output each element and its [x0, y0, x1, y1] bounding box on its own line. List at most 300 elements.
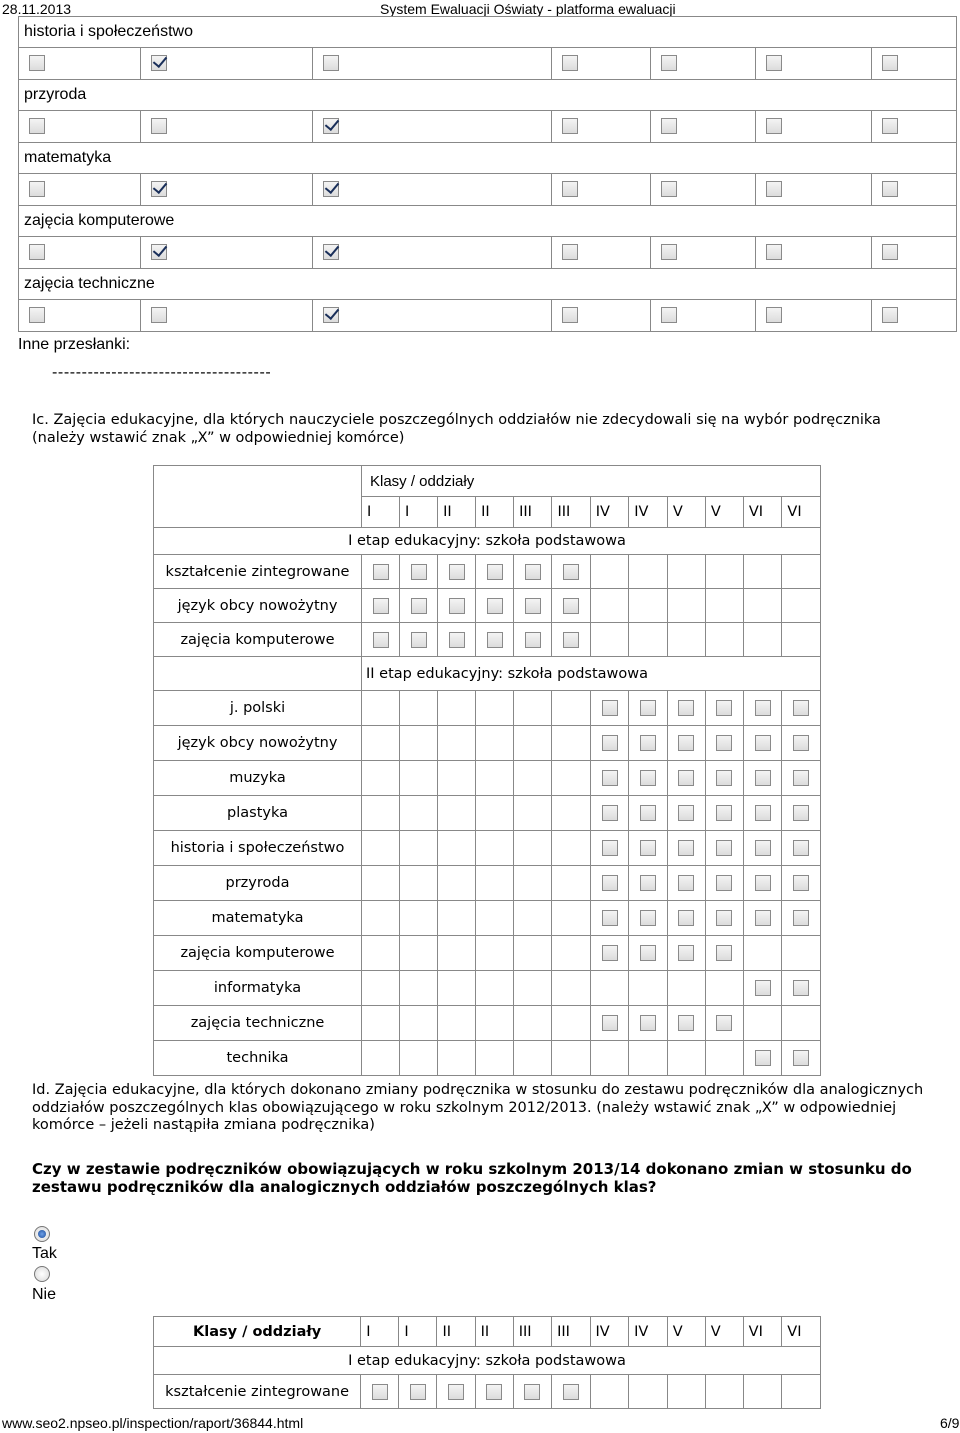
class-cell	[629, 1041, 668, 1076]
class-cell	[400, 589, 438, 623]
class-column-header: II	[437, 1317, 475, 1347]
class-cell	[514, 901, 552, 936]
class-checkbox[interactable]	[640, 735, 656, 751]
subject-checkbox[interactable]	[661, 55, 677, 71]
subject-checkbox[interactable]	[151, 55, 167, 71]
class-cell	[400, 623, 438, 657]
class-cell	[476, 971, 514, 1006]
class-cell	[705, 796, 743, 831]
class-cell	[667, 623, 705, 657]
class-checkbox[interactable]	[716, 875, 732, 891]
class-checkbox[interactable]	[448, 1384, 464, 1400]
class-cell	[438, 866, 476, 901]
other-premises-dashes: -------------------------------------	[52, 364, 272, 381]
class-cell	[476, 726, 514, 761]
checkbox-cell	[312, 237, 551, 269]
subject-checkbox[interactable]	[151, 244, 167, 260]
class-column-header: V	[667, 1317, 705, 1347]
subject-checkbox[interactable]	[151, 181, 167, 197]
class-checkbox[interactable]	[602, 1015, 618, 1031]
class-checkbox[interactable]	[640, 840, 656, 856]
class-column-header: I	[362, 497, 400, 528]
class-checkbox[interactable]	[678, 910, 694, 926]
class-checkbox[interactable]	[793, 1050, 809, 1066]
table-id	[153, 1316, 821, 1409]
class-column-header: III	[513, 1317, 551, 1347]
subject-label: zajęcia komputerowe	[19, 206, 957, 237]
class-cell	[514, 866, 552, 901]
subject-checkbox[interactable]	[661, 118, 677, 134]
class-checkbox[interactable]	[602, 840, 618, 856]
class-checkbox[interactable]	[640, 945, 656, 961]
class-cell	[514, 831, 552, 866]
class-checkbox[interactable]	[678, 805, 694, 821]
subject-label: matematyka	[19, 143, 957, 174]
stage2-subject-row	[154, 901, 821, 936]
subject-checkbox[interactable]	[29, 307, 45, 323]
subject-label: zajęcia techniczne	[154, 1006, 362, 1041]
class-cell	[629, 555, 668, 589]
class-cell	[400, 691, 438, 726]
class-cell	[400, 901, 438, 936]
klasy-label: Klasy / oddziały	[154, 1317, 361, 1347]
class-cell	[514, 726, 552, 761]
class-column-header: VI	[782, 497, 821, 528]
class-cell	[362, 796, 400, 831]
class-checkbox[interactable]	[640, 700, 656, 716]
class-checkbox[interactable]	[716, 945, 732, 961]
class-column-header: I	[399, 1317, 437, 1347]
class-checkbox[interactable]	[755, 805, 771, 821]
class-checkbox[interactable]	[410, 1384, 426, 1400]
class-column-header: II	[438, 497, 476, 528]
class-checkbox[interactable]	[602, 735, 618, 751]
radio-nie-label: Nie	[32, 1286, 57, 1303]
subject-checkbox[interactable]	[766, 181, 782, 197]
subject-label: zajęcia komputerowe	[154, 936, 362, 971]
checkbox-cell	[141, 48, 313, 80]
class-checkbox[interactable]	[372, 1384, 388, 1400]
subject-label: plastyka	[154, 796, 362, 831]
class-checkbox[interactable]	[755, 1050, 771, 1066]
checkbox-cell	[551, 48, 650, 80]
class-cell	[438, 796, 476, 831]
class-column-header: I	[400, 497, 438, 528]
subject-row	[19, 206, 957, 237]
class-cell	[629, 796, 668, 831]
class-cell	[743, 691, 782, 726]
class-cell	[438, 971, 476, 1006]
class-checkbox[interactable]	[793, 980, 809, 996]
class-cell	[743, 726, 782, 761]
class-column-header: III	[552, 497, 590, 528]
class-checkbox[interactable]	[487, 564, 503, 580]
stage2-subject-row	[154, 971, 821, 1006]
class-checkbox[interactable]	[716, 910, 732, 926]
subject-checkbox[interactable]	[766, 244, 782, 260]
checkbox-cell	[551, 111, 650, 143]
class-checkbox[interactable]	[525, 564, 541, 580]
class-cell	[705, 936, 743, 971]
class-cell	[667, 796, 705, 831]
class-cell	[513, 1375, 551, 1409]
subject-checkbox[interactable]	[766, 55, 782, 71]
class-checkbox[interactable]	[793, 805, 809, 821]
stage1-subject-row	[154, 555, 821, 589]
subject-label: zajęcia techniczne	[19, 269, 957, 300]
class-checkbox[interactable]	[486, 1384, 502, 1400]
checkbox-cell	[650, 174, 756, 206]
subject-checkbox[interactable]	[323, 55, 339, 71]
class-cell	[400, 831, 438, 866]
class-checkbox[interactable]	[563, 632, 579, 648]
class-checkbox[interactable]	[411, 598, 427, 614]
class-cell	[629, 761, 668, 796]
class-cell	[743, 1375, 782, 1409]
class-checkbox[interactable]	[563, 598, 579, 614]
class-cell	[743, 866, 782, 901]
subject-label: kształcenie zintegrowane	[154, 1375, 361, 1409]
class-checkbox[interactable]	[525, 598, 541, 614]
class-cell	[514, 796, 552, 831]
class-cell	[743, 1006, 782, 1041]
class-checkbox[interactable]	[602, 910, 618, 926]
page-header-title: System Ewaluacji Oświaty - platforma ewaluacji	[380, 1, 676, 17]
subject-label: muzyka	[154, 761, 362, 796]
empty-cell	[154, 657, 362, 691]
class-checkbox[interactable]	[640, 805, 656, 821]
subject-checkbox[interactable]	[882, 307, 898, 323]
subject-checkbox[interactable]	[882, 181, 898, 197]
class-cell	[782, 831, 821, 866]
class-checkbox[interactable]	[793, 770, 809, 786]
class-checkbox[interactable]	[525, 632, 541, 648]
class-column-header: II	[476, 497, 514, 528]
checkbox-cell	[141, 174, 313, 206]
class-cell	[514, 623, 552, 657]
class-checkbox[interactable]	[716, 1015, 732, 1031]
class-column-header: I	[361, 1317, 399, 1347]
class-checkbox[interactable]	[716, 735, 732, 751]
class-cell	[590, 1041, 629, 1076]
class-checkbox[interactable]	[793, 875, 809, 891]
class-checkbox[interactable]	[640, 875, 656, 891]
class-cell	[438, 1041, 476, 1076]
class-cell	[437, 1375, 475, 1409]
class-checkbox[interactable]	[755, 980, 771, 996]
subject-checkbox[interactable]	[323, 181, 339, 197]
class-cell	[438, 555, 476, 589]
class-cell	[476, 1041, 514, 1076]
class-cell	[667, 726, 705, 761]
checkbox-cell	[312, 48, 551, 80]
stage2-subject-row	[154, 691, 821, 726]
class-checkbox[interactable]	[640, 1015, 656, 1031]
class-cell	[590, 936, 629, 971]
class-cell	[667, 866, 705, 901]
class-cell	[590, 555, 629, 589]
class-cell	[667, 1041, 705, 1076]
stage1-subject-row	[154, 589, 821, 623]
class-checkbox[interactable]	[487, 632, 503, 648]
class-cell	[629, 971, 668, 1006]
class-cell	[514, 1006, 552, 1041]
class-cell	[743, 1041, 782, 1076]
class-cell	[400, 936, 438, 971]
class-checkbox[interactable]	[678, 840, 694, 856]
stage2-subject-row	[154, 1041, 821, 1076]
class-cell	[400, 555, 438, 589]
class-cell	[552, 623, 590, 657]
class-cell	[552, 936, 590, 971]
class-cell	[705, 555, 743, 589]
subject-checkbox[interactable]	[29, 118, 45, 134]
class-cell	[782, 901, 821, 936]
class-checkbox[interactable]	[449, 564, 465, 580]
class-checkbox[interactable]	[755, 840, 771, 856]
class-column-header: IV	[629, 497, 668, 528]
subject-checkbox[interactable]	[882, 118, 898, 134]
class-cell	[400, 866, 438, 901]
checkbox-cell	[19, 48, 141, 80]
checkbox-row	[19, 174, 957, 206]
radio-tak-label: Tak	[32, 1245, 57, 1262]
checkbox-cell	[19, 237, 141, 269]
class-checkbox[interactable]	[602, 770, 618, 786]
class-checkbox[interactable]	[411, 564, 427, 580]
class-cell	[667, 691, 705, 726]
class-cell	[743, 831, 782, 866]
top-subject-table	[18, 16, 957, 332]
class-checkbox[interactable]	[793, 910, 809, 926]
checkbox-cell	[19, 111, 141, 143]
checkbox-cell	[650, 300, 756, 332]
subject-label: język obcy nowożytny	[154, 589, 362, 623]
class-checkbox[interactable]	[793, 700, 809, 716]
stage2-subject-row	[154, 1006, 821, 1041]
subject-label: historia i społeczeństwo	[19, 17, 957, 48]
class-column-header: IV	[629, 1317, 668, 1347]
class-checkbox[interactable]	[640, 910, 656, 926]
class-checkbox[interactable]	[678, 735, 694, 751]
class-cell	[590, 1375, 629, 1409]
class-checkbox[interactable]	[449, 598, 465, 614]
class-cell	[743, 761, 782, 796]
class-cell	[362, 691, 400, 726]
class-checkbox[interactable]	[524, 1384, 540, 1400]
class-checkbox[interactable]	[602, 805, 618, 821]
class-checkbox[interactable]	[755, 875, 771, 891]
checkbox-cell	[872, 48, 957, 80]
print-date: 28.11.2013	[2, 1, 72, 17]
footer-page-number: 6/9	[940, 1415, 960, 1431]
checkbox-cell	[19, 174, 141, 206]
class-checkbox[interactable]	[602, 700, 618, 716]
class-checkbox[interactable]	[487, 598, 503, 614]
class-cell	[552, 691, 590, 726]
class-cell	[438, 623, 476, 657]
class-column-header: V	[705, 497, 743, 528]
stage2-subject-row	[154, 866, 821, 901]
class-cell	[438, 589, 476, 623]
class-checkbox[interactable]	[716, 805, 732, 821]
checkbox-cell	[141, 300, 313, 332]
class-checkbox[interactable]	[716, 840, 732, 856]
class-cell	[476, 1006, 514, 1041]
class-checkbox[interactable]	[793, 735, 809, 751]
class-column-header: V	[667, 497, 705, 528]
class-checkbox[interactable]	[373, 598, 389, 614]
class-checkbox[interactable]	[793, 840, 809, 856]
checkbox-cell	[141, 237, 313, 269]
subject-checkbox[interactable]	[882, 55, 898, 71]
class-checkbox[interactable]	[640, 770, 656, 786]
footer-url: www.seo2.npseo.pl/inspection/raport/36844.html	[2, 1415, 304, 1431]
subject-label: j. polski	[154, 691, 362, 726]
section-ic-heading: Ic. Zajęcia edukacyjne, dla których nauczyciele poszczególnych oddziałów nie zdecydowali się na wybór podręcznika (należy wstawić znak „X” w odpowiedniej komórce)	[32, 412, 881, 446]
class-cell	[667, 971, 705, 1006]
subject-checkbox[interactable]	[882, 244, 898, 260]
stage1-label: I etap edukacyjny: szkoła podstawowa	[154, 1347, 821, 1375]
class-cell	[705, 691, 743, 726]
class-cell	[782, 691, 821, 726]
radio-tak[interactable]	[34, 1226, 50, 1242]
class-cell	[705, 1006, 743, 1041]
header-row	[154, 1317, 821, 1347]
checkbox-row	[19, 237, 957, 269]
class-checkbox[interactable]	[678, 1015, 694, 1031]
class-column-header: VI	[743, 497, 782, 528]
class-cell	[514, 761, 552, 796]
class-cell	[782, 866, 821, 901]
class-cell	[743, 971, 782, 1006]
class-cell	[552, 1006, 590, 1041]
subject-checkbox[interactable]	[562, 181, 578, 197]
class-checkbox[interactable]	[755, 735, 771, 751]
stage2-subject-row	[154, 796, 821, 831]
klasy-label: Klasy / oddziały	[362, 466, 821, 497]
class-cell	[400, 1041, 438, 1076]
class-column-header: III	[552, 1317, 590, 1347]
class-cell	[782, 1006, 821, 1041]
subject-checkbox[interactable]	[661, 244, 677, 260]
class-cell	[552, 555, 590, 589]
class-cell	[476, 555, 514, 589]
class-cell	[552, 866, 590, 901]
subject-checkbox[interactable]	[323, 307, 339, 323]
class-checkbox[interactable]	[716, 700, 732, 716]
class-cell	[705, 1041, 743, 1076]
subject-label: kształcenie zintegrowane	[154, 555, 362, 589]
subject-checkbox[interactable]	[323, 244, 339, 260]
subject-label: język obcy nowożytny	[154, 726, 362, 761]
class-cell	[782, 796, 821, 831]
class-checkbox[interactable]	[602, 945, 618, 961]
class-checkbox[interactable]	[373, 632, 389, 648]
checkbox-cell	[141, 111, 313, 143]
checkbox-cell	[312, 300, 551, 332]
stage2-subject-row	[154, 726, 821, 761]
radio-nie[interactable]	[34, 1266, 50, 1282]
class-cell	[590, 589, 629, 623]
stage-row	[154, 1347, 821, 1375]
other-premises-label: Inne przesłanki:	[18, 336, 131, 353]
class-checkbox[interactable]	[449, 632, 465, 648]
subject-checkbox[interactable]	[29, 55, 45, 71]
subject-checkbox[interactable]	[29, 181, 45, 197]
class-checkbox[interactable]	[755, 910, 771, 926]
class-cell	[705, 831, 743, 866]
checkbox-cell	[756, 237, 872, 269]
table-ic	[153, 465, 821, 1076]
subject-checkbox[interactable]	[562, 118, 578, 134]
subject-checkbox[interactable]	[151, 307, 167, 323]
subject-checkbox[interactable]	[562, 55, 578, 71]
stage-row	[154, 657, 821, 691]
subject-checkbox[interactable]	[661, 181, 677, 197]
class-cell	[362, 901, 400, 936]
class-cell	[362, 936, 400, 971]
subject-checkbox[interactable]	[562, 244, 578, 260]
class-checkbox[interactable]	[563, 564, 579, 580]
class-column-header: III	[514, 497, 552, 528]
class-cell	[476, 761, 514, 796]
class-checkbox[interactable]	[602, 875, 618, 891]
class-cell	[743, 796, 782, 831]
subject-checkbox[interactable]	[29, 244, 45, 260]
subject-checkbox[interactable]	[766, 307, 782, 323]
checkbox-cell	[650, 237, 756, 269]
class-checkbox[interactable]	[678, 945, 694, 961]
class-cell	[552, 901, 590, 936]
checkbox-cell	[756, 111, 872, 143]
class-cell	[590, 623, 629, 657]
stage1-subject-row	[154, 1375, 821, 1409]
subject-checkbox[interactable]	[151, 118, 167, 134]
class-column-header: IV	[590, 1317, 629, 1347]
subject-checkbox[interactable]	[766, 118, 782, 134]
class-checkbox[interactable]	[563, 1384, 579, 1400]
class-cell	[552, 589, 590, 623]
class-cell	[629, 1006, 668, 1041]
class-cell	[362, 555, 400, 589]
class-checkbox[interactable]	[755, 770, 771, 786]
class-column-header: II	[475, 1317, 513, 1347]
class-cell	[438, 1006, 476, 1041]
checkbox-cell	[756, 48, 872, 80]
class-cell	[705, 866, 743, 901]
class-checkbox[interactable]	[755, 700, 771, 716]
class-checkbox[interactable]	[411, 632, 427, 648]
class-checkbox[interactable]	[678, 700, 694, 716]
subject-checkbox[interactable]	[661, 307, 677, 323]
class-cell	[705, 971, 743, 1006]
stage1-subject-row	[154, 623, 821, 657]
class-cell	[629, 866, 668, 901]
class-cell	[552, 831, 590, 866]
checkbox-cell	[872, 237, 957, 269]
class-checkbox[interactable]	[716, 770, 732, 786]
class-cell	[400, 726, 438, 761]
subject-checkbox[interactable]	[562, 307, 578, 323]
class-checkbox[interactable]	[678, 875, 694, 891]
class-cell	[362, 866, 400, 901]
class-checkbox[interactable]	[678, 770, 694, 786]
class-cell	[475, 1375, 513, 1409]
subject-checkbox[interactable]	[323, 118, 339, 134]
class-checkbox[interactable]	[373, 564, 389, 580]
checkbox-cell	[756, 174, 872, 206]
